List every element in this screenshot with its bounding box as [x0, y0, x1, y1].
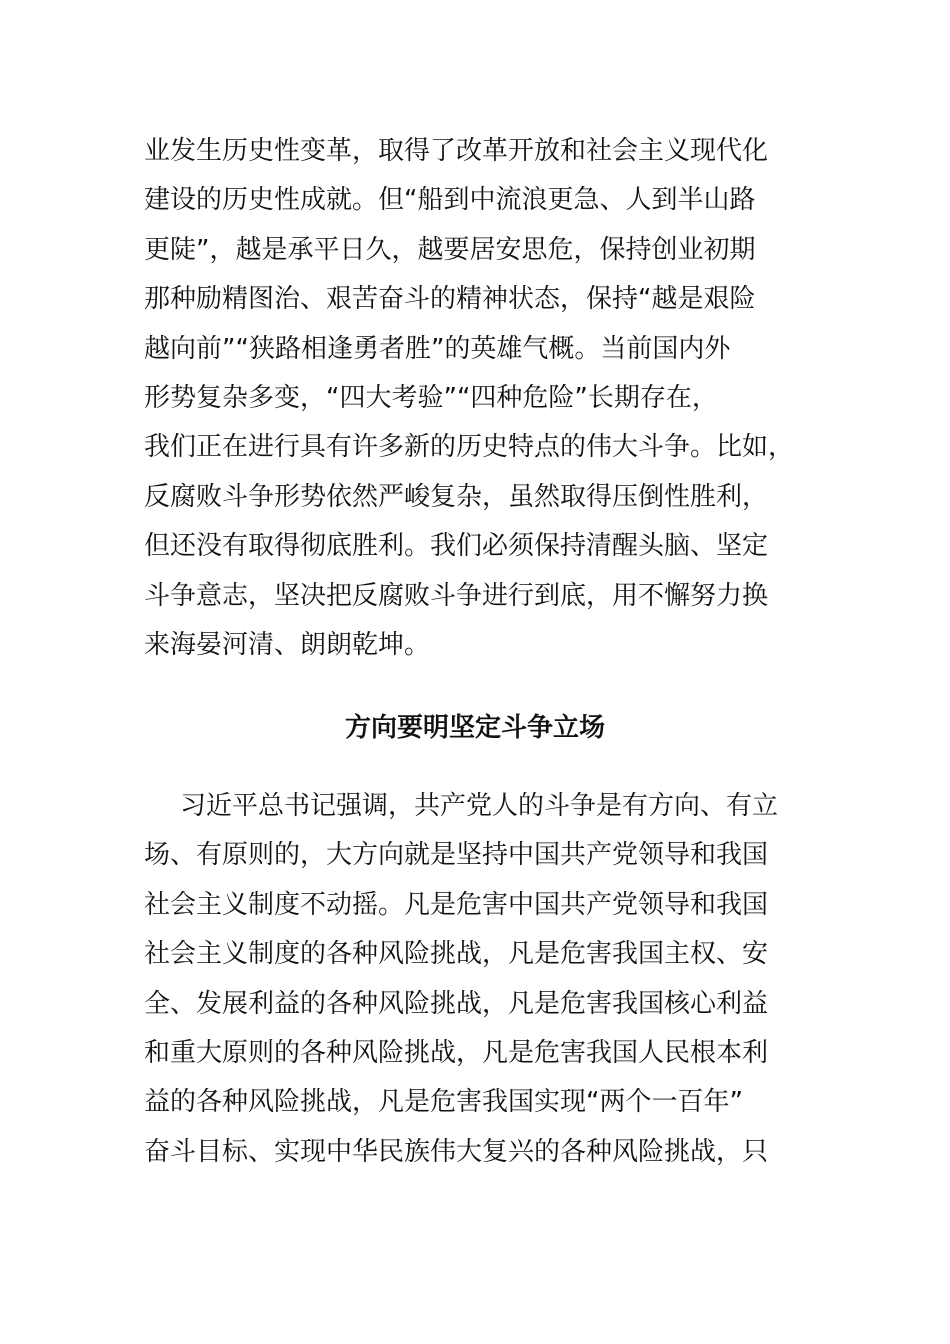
paragraph-line: 社会主义制度的各种风险挑战，凡是危害我国主权、安: [144, 939, 769, 970]
paragraph-line: 社会主义制度不动摇。凡是危害中国共产党领导和我国: [144, 889, 769, 920]
paragraph-line: 那种励精图治、艰苦奋斗的精神状态，保持“越是艰险: [144, 284, 756, 315]
paragraph-line: 更陡”，越是承平日久，越要居安思危，保持创业初期: [144, 234, 756, 265]
paragraph-line: 奋斗目标、实现中华民族伟大复兴的各种风险挑战，只: [144, 1136, 769, 1167]
paragraph-line: 场、有原则的，大方向就是坚持中国共产党领导和我国: [144, 840, 769, 871]
paragraph-line: 但还没有取得彻底胜利。我们必须保持清醒头脑、坚定: [144, 531, 769, 562]
paragraph-line: 我们正在进行具有许多新的历史特点的伟大斗争。比如，: [144, 432, 795, 463]
paragraph-line: 斗争意志，坚决把反腐败斗争进行到底，用不懈努力换: [144, 580, 769, 611]
paragraph-line: 益的各种风险挑战，凡是危害我国实现“两个一百年”: [144, 1087, 743, 1118]
paragraph-continued: [144, 127, 814, 670]
paragraph-first-line: 习近平总书记强调，共产党人的斗争是有方向、有立: [180, 791, 779, 821]
paragraph-line: 反腐败斗争形势依然严峻复杂，虽然取得压倒性胜利，: [144, 481, 769, 512]
paragraph-main: [144, 782, 814, 1177]
paragraph-line: 和重大原则的各种风险挑战，凡是危害我国人民根本利: [144, 1037, 769, 1068]
paragraph-line: 越向前”“狭路相逢勇者胜”的英雄气概。当前国内外: [144, 333, 731, 364]
paragraph-line: 全、发展利益的各种风险挑战，凡是危害我国核心利益: [144, 988, 769, 1019]
section-heading: 方向要明坚定斗争立场: [344, 713, 605, 743]
paragraph-line: 来海晏河清、朗朗乾坤。: [144, 629, 431, 660]
paragraph-line: 形势复杂多变，“四大考验”“四种危险”长期存在，: [144, 382, 718, 413]
paragraph-line: 业发生历史性变革，取得了改革开放和社会主义现代化: [144, 136, 769, 166]
paragraph-line: 建设的历史性成就。但“船到中流浪更急、人到半山路: [144, 185, 756, 216]
